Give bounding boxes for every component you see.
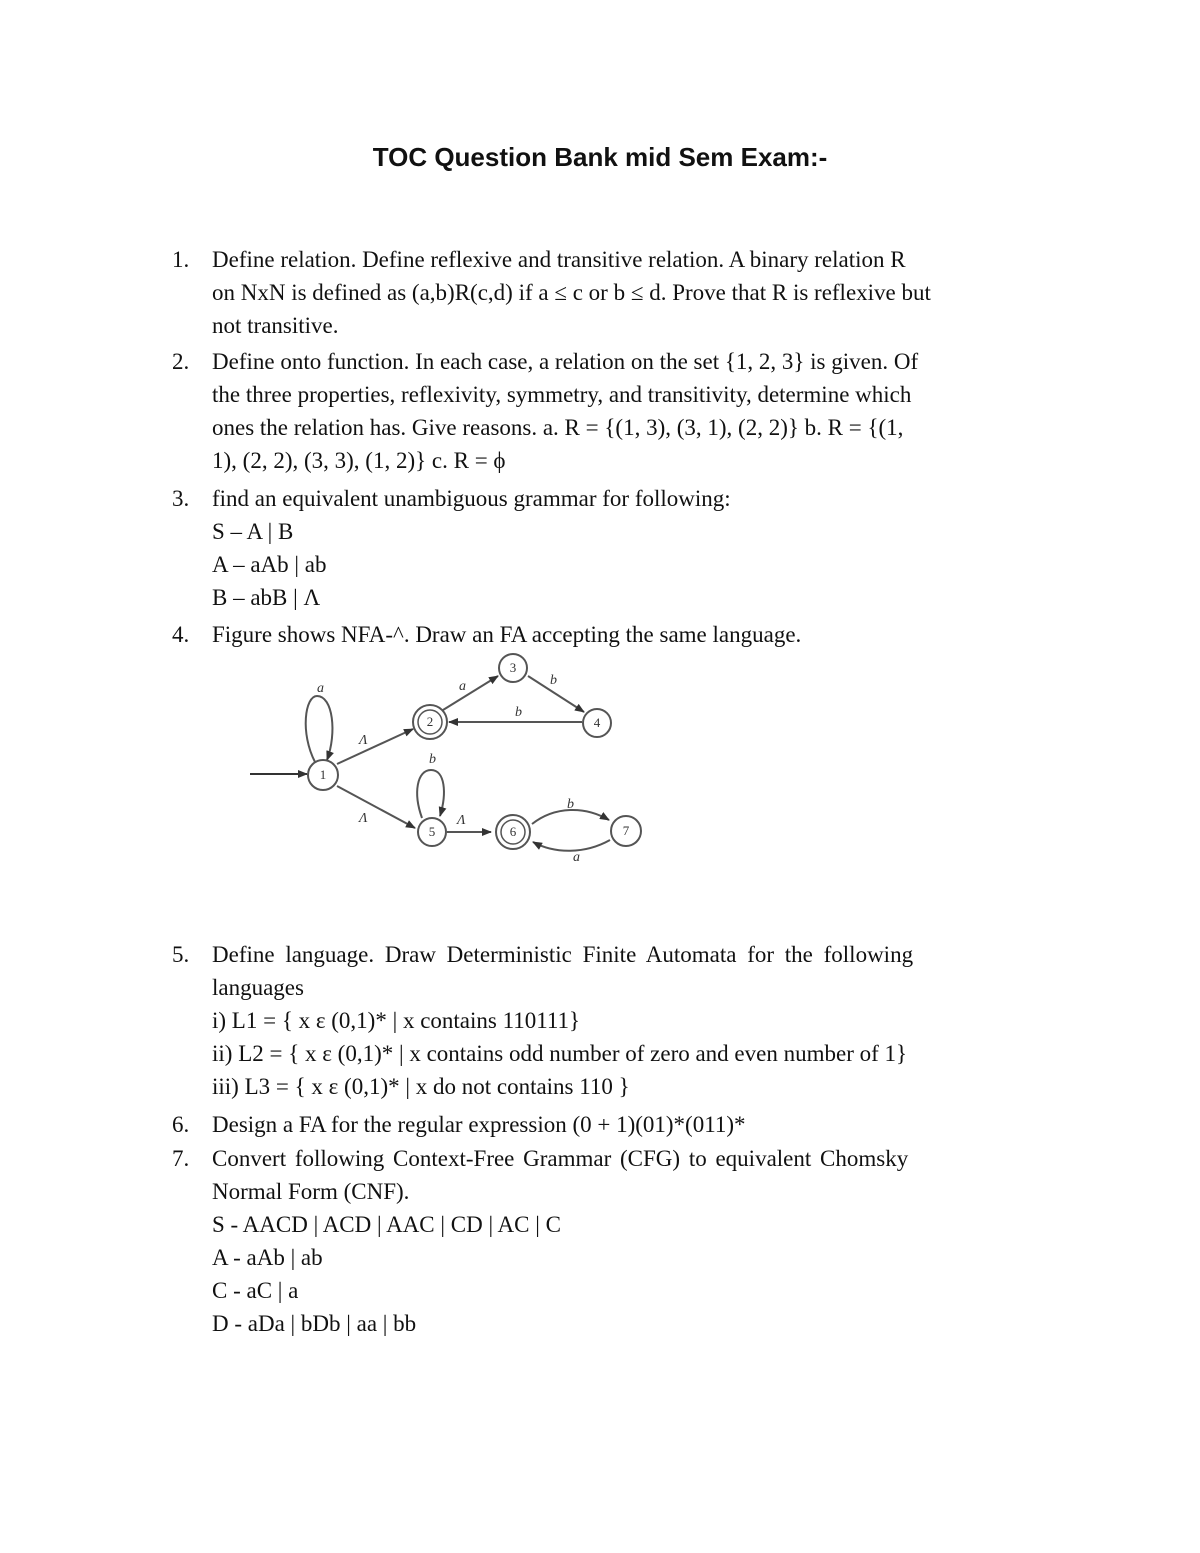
question-line: on NxN is defined as (a,b)R(c,d) if a ≤ c or b ≤ d. Prove that R is reflexive but [212,280,931,305]
question-line: Normal Form (CNF). [212,1179,410,1204]
question-line: Define relation. Define reflexive and transitive relation. A binary relation R [212,247,906,272]
grammar-rule: A - aAb | ab [212,1245,323,1270]
state-label: 5 [428,824,436,839]
edge-label: Λ [457,813,466,828]
edge-label: b [515,705,522,720]
question-line: not transitive. [212,313,339,338]
question-number: 4. [172,622,190,647]
question-5 [172,938,1062,1103]
edge-label: Λ [359,811,368,826]
question-line: languages [212,975,304,1000]
state-3 [499,654,527,682]
state-label: 4 [593,715,601,730]
question-3 [172,482,1062,614]
question-line: the three properties, reflexivity, symmetry, and transitivity, determine which [212,382,912,407]
question-line: ones the relation has. Give reasons. a. R = {(1, 3), (3, 1), (2, 2)} b. R = {(1, [212,415,904,440]
grammar-rule: D - aDa | bDb | aa | bb [212,1311,417,1336]
transition-2-3 [443,676,498,710]
question-line: 1), (2, 2), (3, 3), (1, 2)} c. R = ϕ [212,448,506,473]
question-7 [172,1142,1062,1340]
language-definition: ii) L2 = { x ε (0,1)* | x contains odd number of zero and even number of 1} [212,1041,908,1066]
transition-loop-5 [417,770,444,818]
question-number: 7. [172,1146,190,1171]
transition-loop-1 [306,696,333,762]
transition-1-2 [337,729,413,764]
grammar-rule: S - AACD | ACD | AAC | CD | AC | C [212,1212,561,1237]
edge-label: a [317,681,324,696]
question-1 [172,243,1062,342]
state-label: 2 [426,714,434,729]
edge-label: b [567,797,574,812]
state-label: 1 [319,767,327,782]
question-line: find an equivalent unambiguous grammar for following: [212,486,731,511]
question-line: Figure shows NFA-^. Draw an FA accepting the same language. [212,622,802,647]
state-label: 6 [509,824,517,839]
state-label: 7 [622,823,630,838]
state-7 [611,816,641,846]
question-line: Define onto function. In each case, a relation on the set {1, 2, 3} is given. Of [212,349,919,374]
question-number: 5. [172,942,190,967]
question-line: Design a FA for the regular expression (0 + 1)(01)*(011)* [212,1112,746,1137]
question-line: Define language. Draw Deterministic Finite Automata for the following [212,942,914,967]
grammar-rule: C - aC | a [212,1278,299,1303]
transition-7-6 [533,840,610,851]
edge-label: b [550,673,557,688]
transition-1-5 [337,786,415,828]
grammar-rule: A – aAb | ab [212,552,327,577]
state-6 [496,815,530,849]
question-line: Convert following Context-Free Grammar (CFG) to equivalent Chomsky [212,1146,909,1171]
language-definition: iii) L3 = { x ε (0,1)* | x do not contains 110 } [212,1074,630,1099]
question-4 [172,618,1062,651]
state-2 [413,705,447,739]
question-number: 3. [172,486,190,511]
edge-label: Λ [359,733,368,748]
edge-label: b [429,752,436,767]
grammar-rule: S – A | B [212,519,294,544]
state-label: 3 [509,660,517,675]
edge-label: a [459,679,466,694]
edge-label: a [573,850,580,865]
page-title: TOC Question Bank mid Sem Exam:- [372,142,828,172]
question-6 [172,1108,1062,1141]
question-number: 6. [172,1112,190,1137]
question-2 [172,345,1062,477]
language-definition: i) L1 = { x ε (0,1)* | x contains 110111} [212,1008,581,1033]
state-4 [583,709,611,737]
grammar-rule: B – abB | Λ [212,585,321,610]
state-5 [418,818,446,846]
nfa-diagram [245,648,665,873]
question-number: 2. [172,349,190,374]
state-1 [308,760,338,790]
question-number: 1. [172,247,190,272]
transition-6-7 [532,810,609,824]
